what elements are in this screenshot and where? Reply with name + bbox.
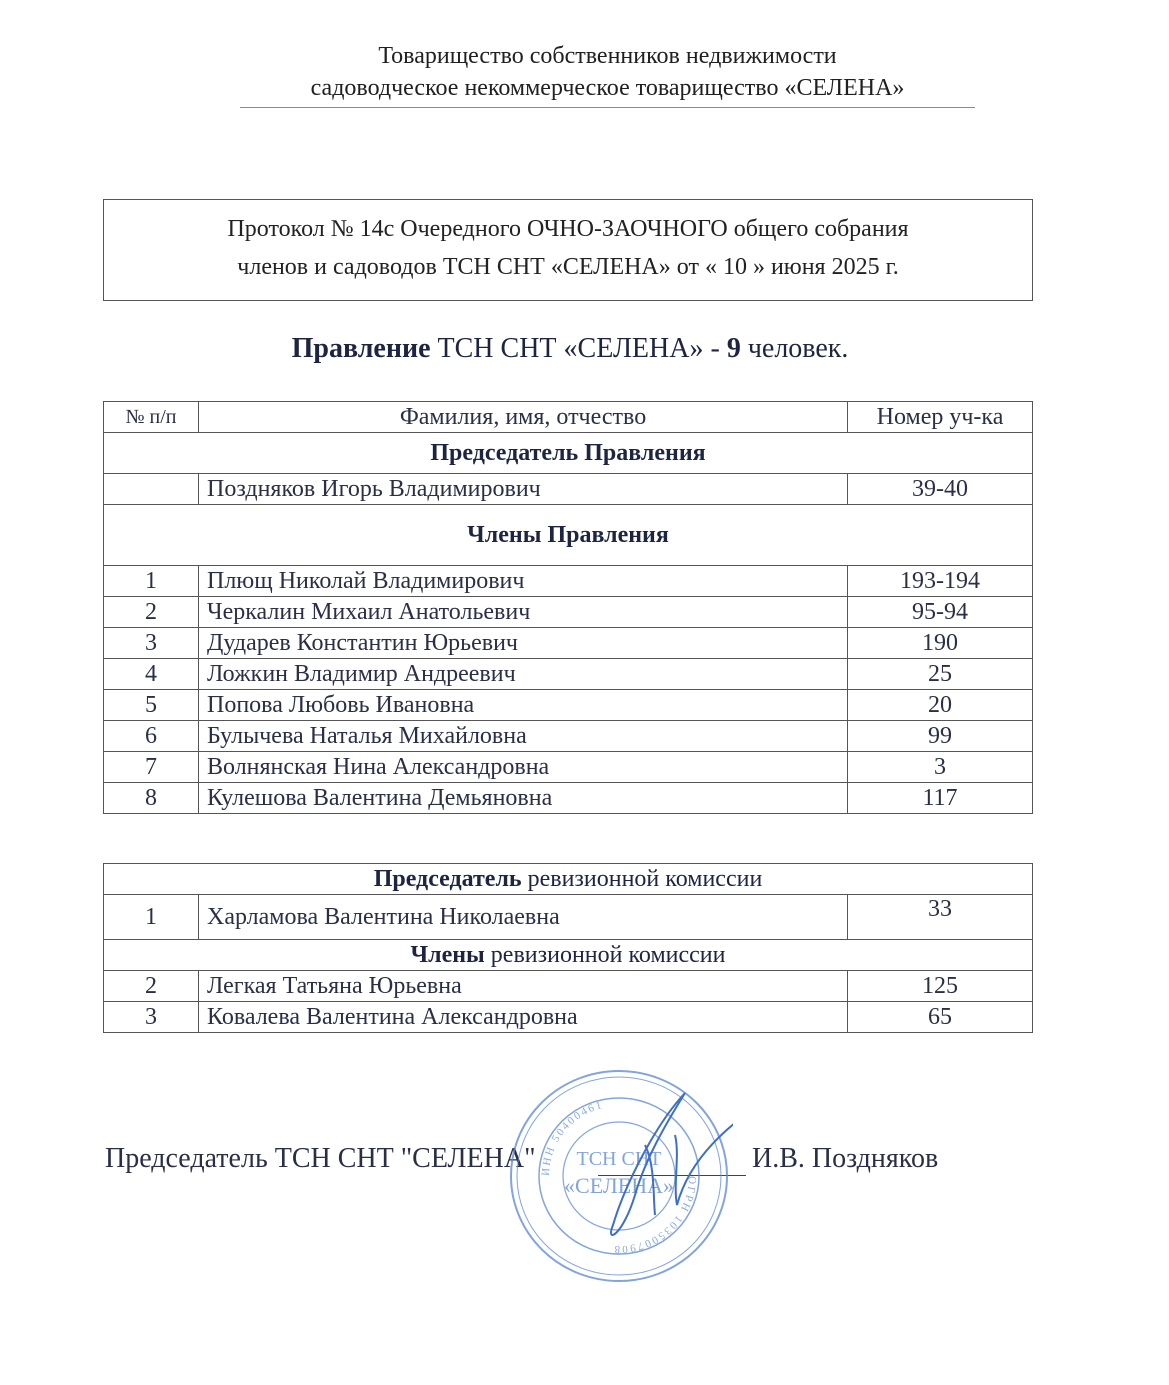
- column-header-number: № п/п: [104, 402, 199, 433]
- section-row: [104, 505, 1033, 566]
- section-row: [104, 433, 1033, 474]
- section-audit-chairman: [104, 864, 1033, 895]
- stamp-center-name: «СЕЛЕНА»: [564, 1173, 674, 1198]
- row-number: 5: [104, 690, 199, 721]
- row-name: Поздняков Игорь Владимирович: [199, 474, 848, 505]
- row-number: 6: [104, 721, 199, 752]
- section-audit-chairman-rest: ревизионной комиссии: [521, 866, 763, 892]
- signatory-name: И.В. Поздняков: [752, 1143, 939, 1174]
- table-row: [104, 752, 1033, 783]
- signature-label: Председатель ТСН СНТ "СЕЛЕНА": [105, 1143, 536, 1174]
- organization-line-1: Товарищество собственников недвижимости: [378, 43, 837, 69]
- board-title: [0, 333, 1140, 365]
- board-title-middle: ТСН СНТ «СЕЛЕНА» -: [430, 333, 727, 364]
- section-members: Члены Правления: [104, 505, 1033, 566]
- column-header-name: Фамилия, имя, отчество: [199, 402, 848, 433]
- table-row: [104, 566, 1033, 597]
- table-row: [104, 971, 1033, 1002]
- row-plot: 39-40: [848, 474, 1033, 505]
- table-row: [104, 659, 1033, 690]
- row-number: 2: [104, 971, 199, 1002]
- section-audit-members: [104, 940, 1033, 971]
- row-name: Кулешова Валентина Демьяновна: [199, 783, 848, 814]
- table-row: [104, 597, 1033, 628]
- row-plot: 3: [848, 752, 1033, 783]
- row-number: 1: [104, 566, 199, 597]
- section-row: [104, 864, 1033, 895]
- row-number: 1: [104, 895, 199, 940]
- row-name: Харламова Валентина Николаевна: [199, 895, 848, 940]
- column-header-plot: Номер уч-ка: [848, 402, 1033, 433]
- table-header-row: [104, 402, 1033, 433]
- row-plot: 65: [848, 1002, 1033, 1033]
- section-audit-chairman-bold: Председатель: [373, 866, 522, 892]
- table-row: [104, 895, 1033, 940]
- organization-header: [240, 40, 975, 104]
- row-plot: 99: [848, 721, 1033, 752]
- row-plot: 20: [848, 690, 1033, 721]
- row-number: 8: [104, 783, 199, 814]
- protocol-line-1: Протокол № 14с Очередного ОЧНО-ЗАОЧНОГО общего собрания: [227, 216, 909, 242]
- section-row: [104, 940, 1033, 971]
- stamp-center-top: ТСН СНТ: [576, 1148, 662, 1170]
- row-number: 7: [104, 752, 199, 783]
- row-plot: 95-94: [848, 597, 1033, 628]
- table-row: [104, 628, 1033, 659]
- row-name: Попова Любовь Ивановна: [199, 690, 848, 721]
- row-plot: 33: [848, 895, 1033, 940]
- row-number: 2: [104, 597, 199, 628]
- organization-line-2: садоводческое некоммерческое товарищество «СЕЛЕНА»: [310, 75, 905, 101]
- row-plot: 117: [848, 783, 1033, 814]
- row-name: Волнянская Нина Александровна: [199, 752, 848, 783]
- protocol-title-box: [103, 199, 1033, 301]
- table-row: [104, 783, 1033, 814]
- row-plot: 125: [848, 971, 1033, 1002]
- board-table: [103, 401, 1033, 814]
- board-member-count: 9: [726, 333, 741, 364]
- row-name: Дударев Константин Юрьевич: [199, 628, 848, 659]
- table-row: [104, 721, 1033, 752]
- stamp-ogrn-text: ОГРН 1035007908: [612, 1175, 699, 1256]
- row-number: [104, 474, 199, 505]
- audit-table: [103, 863, 1033, 1033]
- stamp-inn-text: ИНН 50400461: [539, 1098, 605, 1177]
- board-title-bold: Правление: [291, 333, 431, 364]
- row-number: 4: [104, 659, 199, 690]
- table-row: [104, 690, 1033, 721]
- row-number: 3: [104, 628, 199, 659]
- section-chairman: Председатель Правления: [104, 433, 1033, 474]
- row-name: Булычева Наталья Михайловна: [199, 721, 848, 752]
- row-name: Легкая Татьяна Юрьевна: [199, 971, 848, 1002]
- row-name: Плющ Николай Владимирович: [199, 566, 848, 597]
- row-plot: 190: [848, 628, 1033, 659]
- row-name: Ковалева Валентина Александровна: [199, 1002, 848, 1033]
- table-row: [104, 1002, 1033, 1033]
- row-name: Ложкин Владимир Андреевич: [199, 659, 848, 690]
- header-divider: [240, 107, 975, 108]
- protocol-line-2: членов и садоводов ТСН СНТ «СЕЛЕНА» от « 10 » июня 2025 г.: [237, 254, 899, 280]
- section-audit-members-bold: Члены: [410, 942, 485, 968]
- row-plot: 193-194: [848, 566, 1033, 597]
- table-row: [104, 474, 1033, 505]
- row-name: Черкалин Михаил Анатольевич: [199, 597, 848, 628]
- row-number: 3: [104, 1002, 199, 1033]
- board-title-tail: человек.: [740, 333, 849, 364]
- row-plot: 25: [848, 659, 1033, 690]
- official-stamp-icon: [505, 1065, 733, 1287]
- section-audit-members-rest: ревизионной комиссии: [484, 942, 726, 968]
